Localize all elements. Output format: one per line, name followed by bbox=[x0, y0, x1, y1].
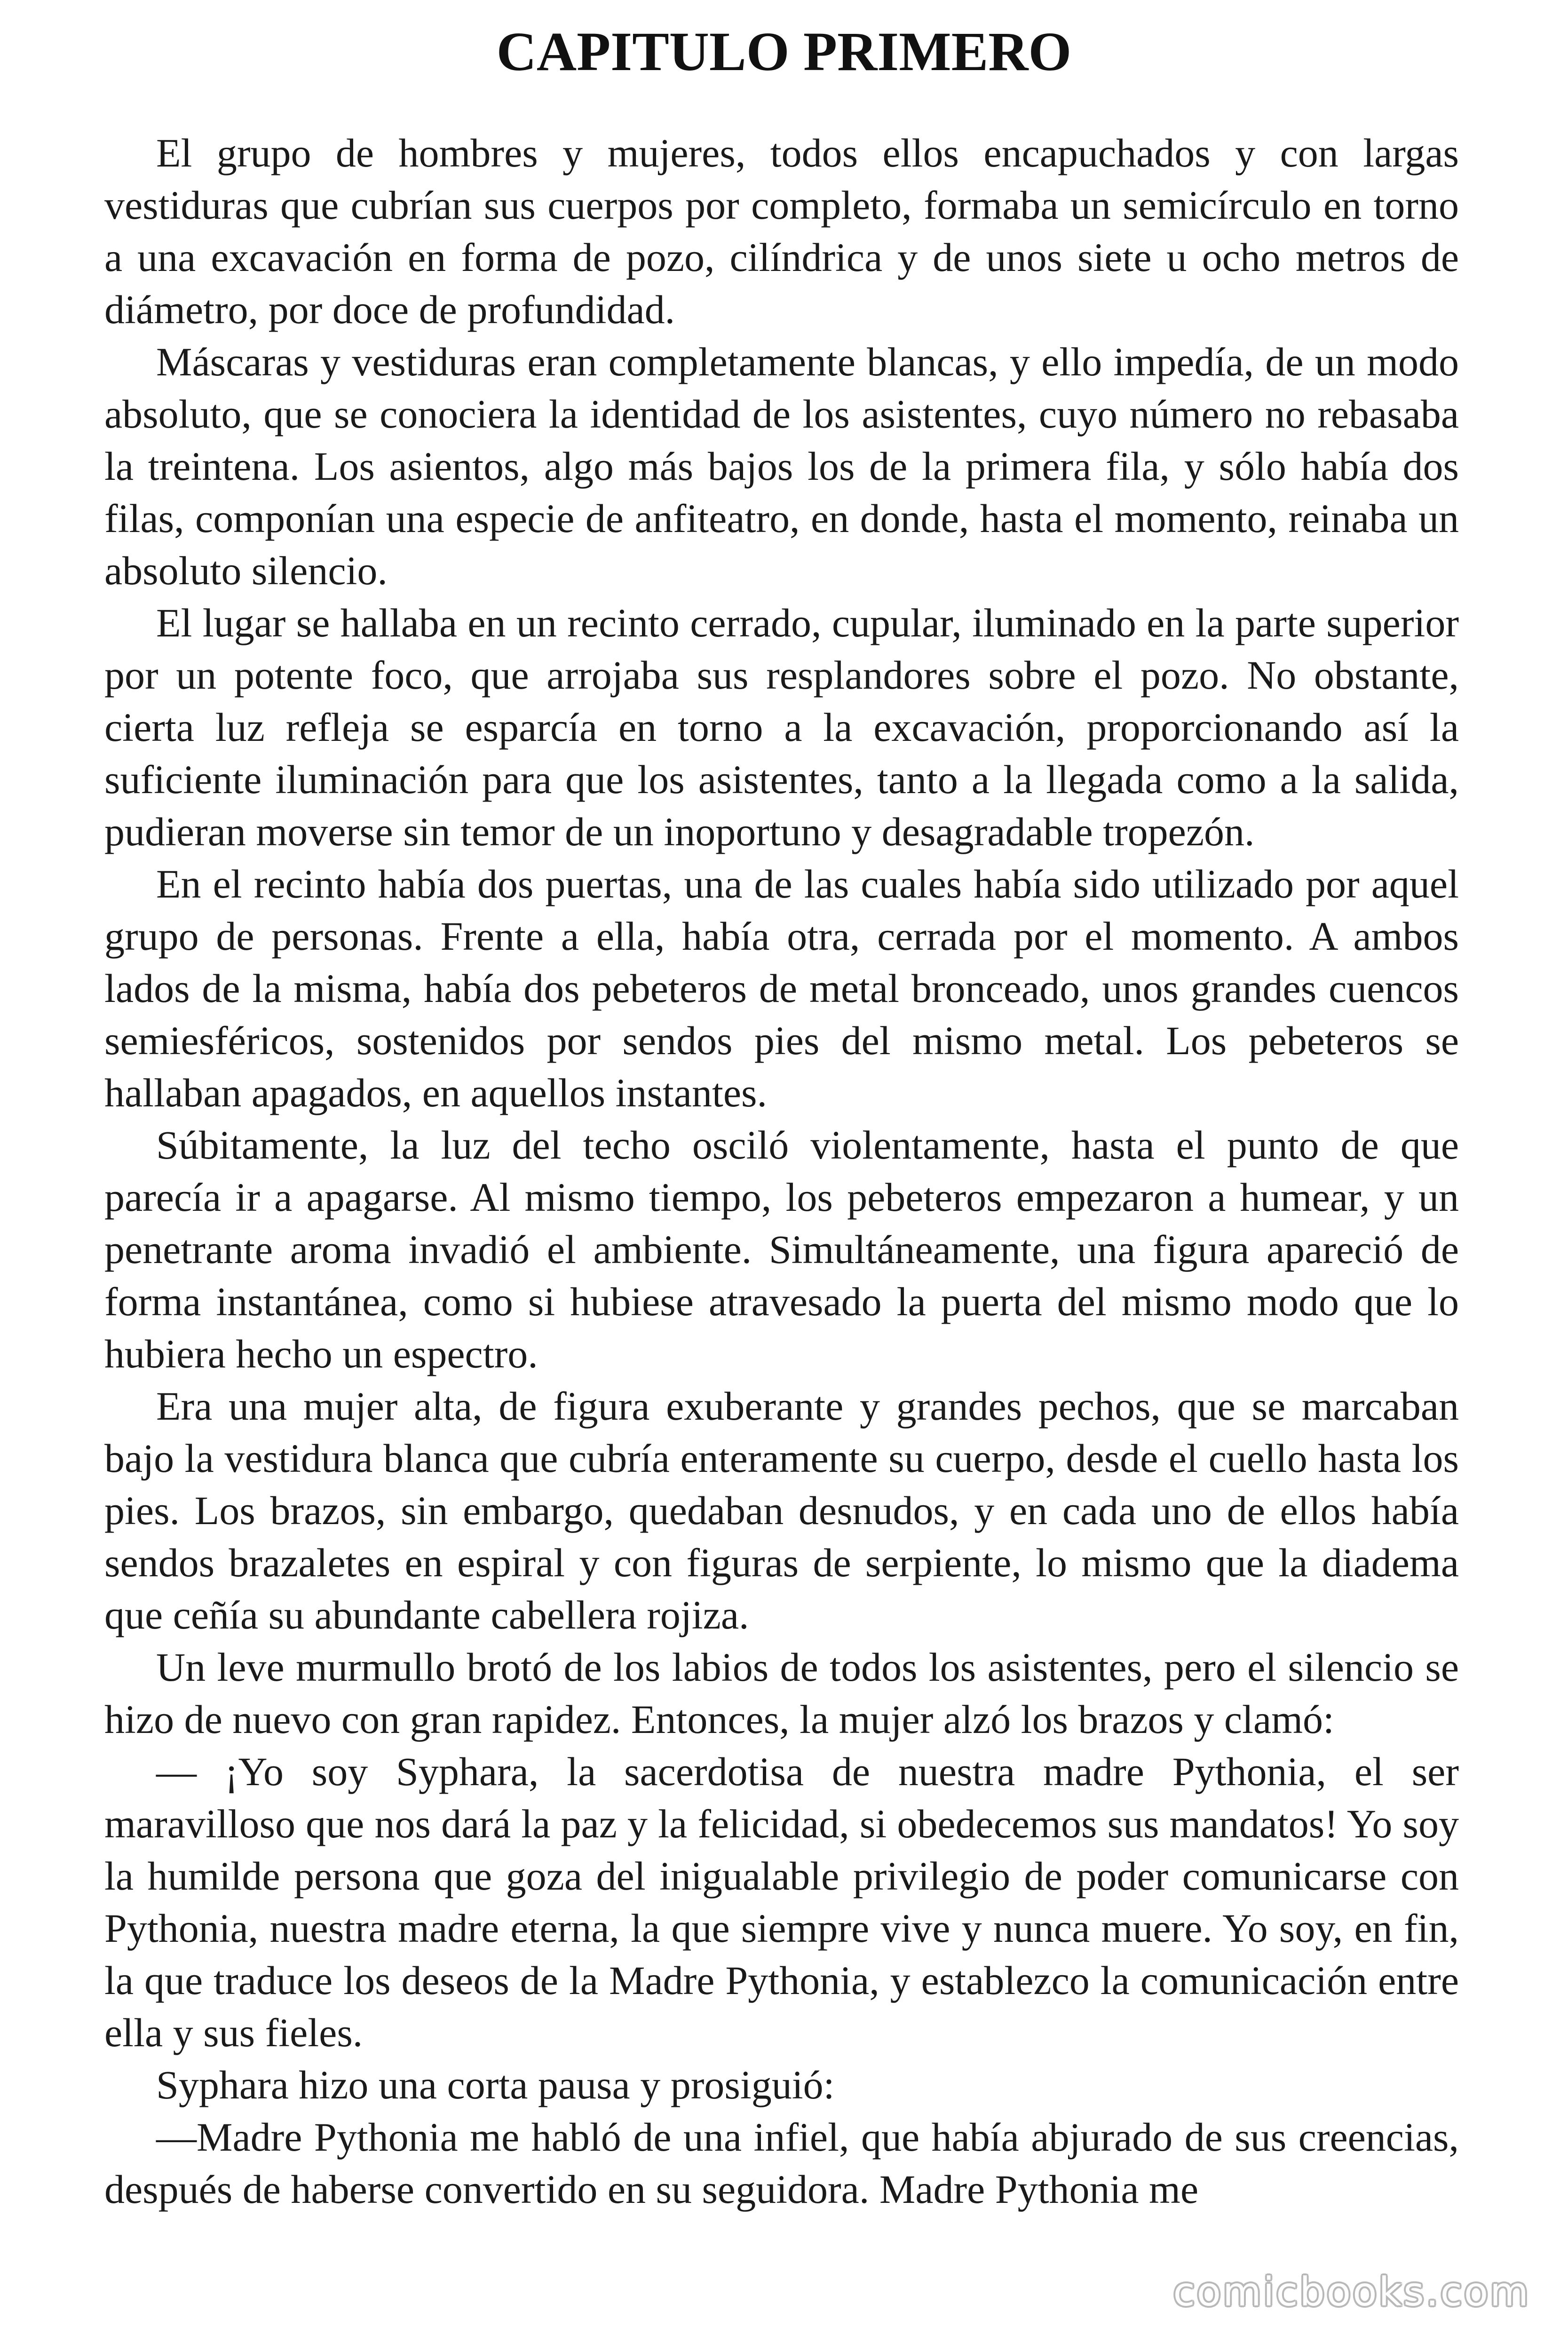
chapter-title: CAPITULO PRIMERO bbox=[496, 21, 1072, 82]
paragraph: Syphara hizo una corta pausa y prosiguió: bbox=[156, 2062, 835, 2107]
paragraph: Era una mujer alta, de figura exuberante y grandes pechos, que se marcaban bajo la vestidura blanca que cubría enteramente su cuerpo, desde el cuello hasta los pies. Los brazos, sin embargo, quedaban desnudos, y en cada uno de ellos había sendos brazaletes en espiral y con figuras de serpiente, lo mismo que la diadema que ceñía su abundante cabellera rojiza. bbox=[104, 1383, 1459, 1637]
paragraph: En el recinto había dos puertas, una de las cuales había sido utilizado por aquel grupo de personas. Frente a ella, había otra, cerrada por el momento. A ambos lados de la misma, había dos pebeteros de metal bronceado, unos grandes cuencos semiesféricos, sostenidos por sendos pies del mismo metal. Los pebeteros se hallaban apagados, en aquellos instantes. bbox=[104, 861, 1459, 1115]
paragraph: El grupo de hombres y mujeres, todos ellos encapuchados y con largas vestiduras que cubrían sus cuerpos por completo, formaba un semicírculo en torno a una excavación en forma de pozo, cilíndrica y de unos siete u ocho metros de diámetro, por doce de profundidad. bbox=[104, 130, 1459, 332]
paragraph: Máscaras y vestiduras eran completamente blancas, y ello impedía, de un modo absoluto, que se conociera la identidad de los asistentes, cuyo número no rebasaba la treintena. Los asientos, algo más bajos los de la primera fila, y sólo había dos filas, componían una especie de anfiteatro, en donde, hasta el momento, reinaba un absoluto silencio. bbox=[104, 339, 1459, 593]
body-text bbox=[104, 127, 1459, 2216]
watermark: comicbooks.com bbox=[1173, 2269, 1530, 2315]
paragraph: —Madre Pythonia me habló de una infiel, que había abjurado de sus creencias, después de haberse convertido en su seguidora. Madre Pythonia me bbox=[104, 2114, 1459, 2212]
paragraph: Súbitamente, la luz del techo osciló violentamente, hasta el punto de que parecía ir a apagarse. Al mismo tiempo, los pebeteros empezaron a humear, y un penetrante aroma invadió el ambiente. Simultáneamente, una figura apareció de forma instantánea, como si hubiese atravesado la puerta del mismo modo que lo hubiera hecho un espectro. bbox=[104, 1122, 1459, 1376]
paragraph: El lugar se hallaba en un recinto cerrado, cupular, iluminado en la parte superior por un potente foco, que arrojaba sus resplandores sobre el pozo. No obstante, cierta luz refleja se esparcía en torno a la excavación, proporcionando así la suficiente iluminación para que los asistentes, tanto a la llegada como a la salida, pudieran moverse sin temor de un inoportuno y desagradable tropezón. bbox=[104, 600, 1459, 854]
paragraph: Un leve murmullo brotó de los labios de todos los asistentes, pero el silencio se hizo de nuevo con gran rapidez. Entonces, la mujer alzó los brazos y clamó: bbox=[104, 1645, 1459, 1742]
paragraph: — ¡Yo soy Syphara, la sacerdotisa de nuestra madre Pythonia, el ser maravilloso que nos dará la paz y la felicidad, si obedecemos sus mandatos! Yo soy la humilde persona que goza del inigualable privilegio de poder comunicarse con Pythonia, nuestra madre eterna, la que siempre vive y nunca muere. Yo soy, en fin, la que traduce los deseos de la Madre Pythonia, y establezco la comunicación entre ella y sus fieles. bbox=[104, 1749, 1459, 2055]
